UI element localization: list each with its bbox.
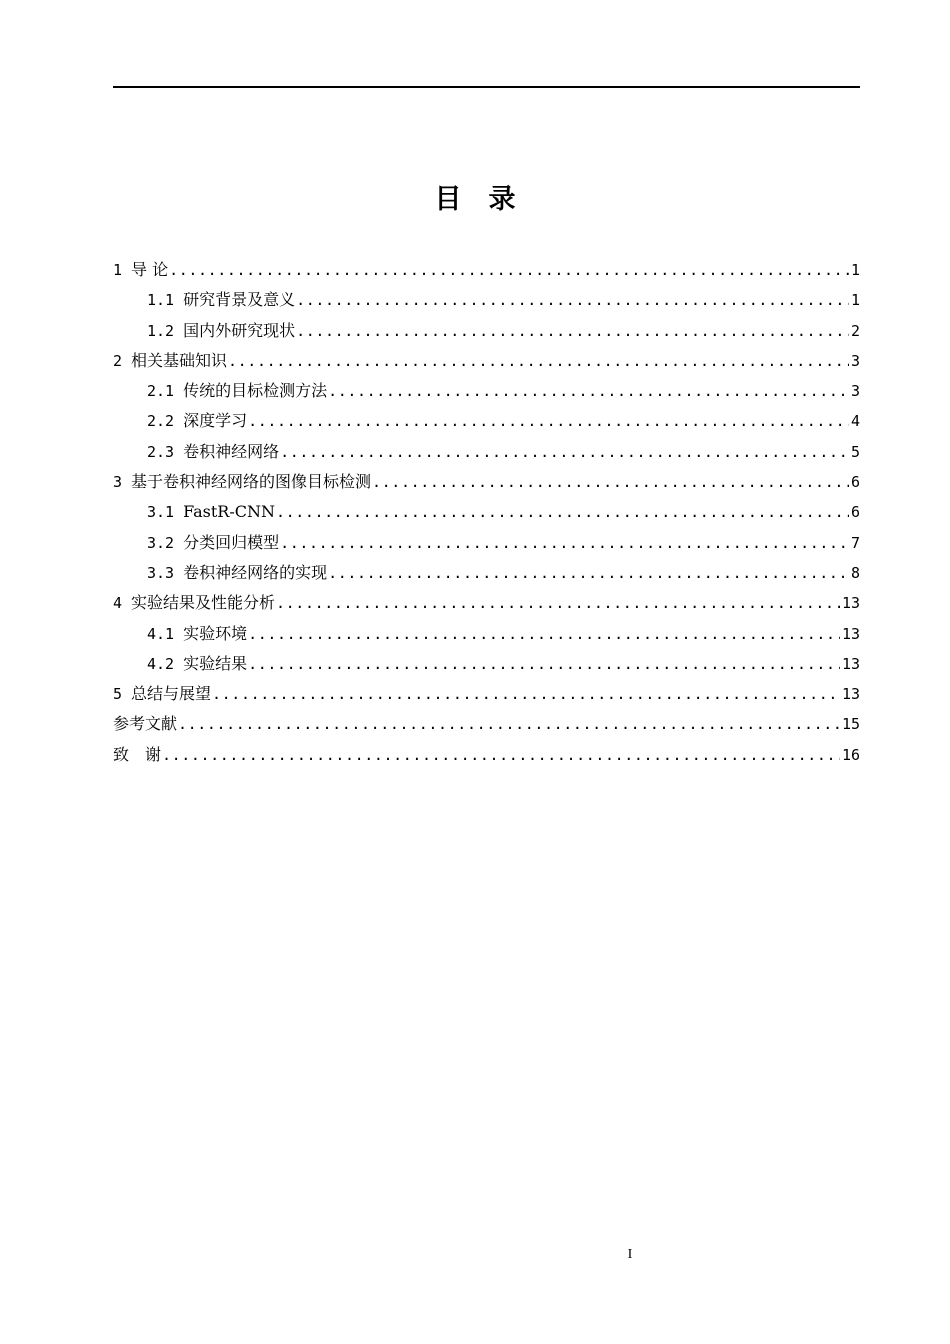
toc-entry-page: 1 (850, 291, 860, 310)
table-of-contents (113, 255, 860, 770)
toc-entry[interactable] (113, 558, 860, 588)
dot-leader (372, 467, 849, 497)
toc-entry-page: 7 (850, 533, 860, 552)
toc-entry-number: 2 (113, 351, 123, 370)
dot-leader (280, 437, 849, 467)
toc-entry[interactable] (113, 497, 860, 527)
toc-entry-number: 2.2 (147, 412, 175, 431)
toc-entry[interactable] (113, 437, 860, 467)
dot-leader (169, 255, 849, 285)
toc-entry-page: 1 (850, 261, 860, 279)
toc-entry-page: 16 (841, 745, 860, 764)
toc-entry-page: 5 (850, 442, 860, 461)
toc-entry[interactable] (113, 346, 860, 376)
toc-entry-page: 8 (850, 563, 860, 582)
toc-entry-number: 1.1 (147, 291, 175, 310)
toc-entry[interactable] (113, 285, 860, 315)
toc-entry-title: 卷积神经网络的实现 (183, 562, 328, 582)
dot-leader (328, 558, 849, 588)
header-rule (113, 86, 860, 88)
dot-leader (178, 709, 840, 739)
dot-leader (276, 588, 840, 618)
toc-entry[interactable] (113, 376, 860, 406)
toc-entry[interactable] (113, 619, 860, 649)
dot-leader (248, 619, 840, 649)
page-title: 目 录 (434, 184, 516, 215)
toc-entry-page: 13 (841, 624, 860, 643)
dot-leader (248, 406, 849, 436)
toc-entry-number: 4.1 (147, 624, 175, 643)
toc-entry-title: 实验环境 (183, 623, 248, 643)
toc-entry-page: 3 (850, 382, 860, 401)
toc-entry-number: 3.1 (147, 503, 175, 522)
toc-entry-title: 总结与展望 (131, 684, 212, 704)
dot-leader (212, 679, 840, 709)
dot-leader (296, 285, 849, 315)
toc-entry[interactable] (113, 588, 860, 618)
toc-entry-number: 2.1 (147, 382, 175, 401)
toc-entry-page: 3 (850, 351, 860, 370)
toc-entry-page: 13 (841, 685, 860, 704)
dot-leader (280, 528, 849, 558)
toc-entry-number: 5 (113, 685, 123, 704)
toc-entry[interactable] (113, 528, 860, 558)
toc-entry-page: 15 (841, 715, 860, 734)
toc-entry-number: 3 (113, 473, 123, 492)
toc-entry-number: 4 (113, 594, 123, 613)
toc-entry-title: FastR-CNN (183, 502, 275, 522)
toc-entry-title: 致 谢 (113, 744, 162, 764)
dot-leader (296, 316, 849, 346)
toc-entry-page: 6 (850, 503, 860, 522)
toc-entry-title: 深度学习 (183, 411, 248, 431)
toc-entry-title: 国内外研究现状 (183, 320, 296, 340)
toc-entry[interactable] (113, 467, 860, 497)
toc-entry-title: 相关基础知识 (131, 350, 228, 370)
toc-entry[interactable] (113, 316, 860, 346)
toc-entry-number: 4.2 (147, 654, 175, 673)
toc-entry[interactable] (113, 649, 860, 679)
toc-entry-number: 3.2 (147, 533, 175, 552)
toc-entry[interactable] (113, 406, 860, 436)
toc-entry-title: 传统的目标检测方法 (183, 381, 328, 401)
dot-leader (248, 649, 840, 679)
toc-entry-title: 基于卷积神经网络的图像目标检测 (131, 472, 372, 492)
toc-entry-title: 实验结果 (183, 653, 248, 673)
toc-entry-page: 2 (850, 321, 860, 340)
dot-leader (328, 376, 849, 406)
toc-entry-number: 1 (113, 261, 123, 279)
dot-leader (276, 497, 849, 527)
toc-entry-title: 实验结果及性能分析 (131, 593, 276, 613)
toc-entry-title: 分类回归模型 (183, 532, 280, 552)
toc-entry-title: 导 论 (131, 260, 169, 279)
toc-entry-title: 参考文献 (113, 714, 178, 734)
dot-leader (162, 740, 840, 770)
toc-entry-title: 研究背景及意义 (183, 290, 296, 310)
toc-entry-title: 卷积神经网络 (183, 441, 280, 461)
toc-entry-number: 1.2 (147, 321, 175, 340)
toc-entry-number: 3.3 (147, 563, 175, 582)
toc-entry-page: 4 (850, 412, 860, 431)
toc-entry-page: 13 (841, 594, 860, 613)
toc-entry-page: 13 (841, 654, 860, 673)
toc-entry[interactable] (113, 679, 860, 709)
toc-entry-number: 2.3 (147, 442, 175, 461)
toc-entry-page: 6 (850, 473, 860, 492)
dot-leader (228, 346, 849, 376)
toc-entry[interactable] (113, 255, 860, 285)
page-number: I (627, 1247, 633, 1262)
toc-entry[interactable] (113, 709, 860, 739)
toc-entry[interactable] (113, 740, 860, 770)
